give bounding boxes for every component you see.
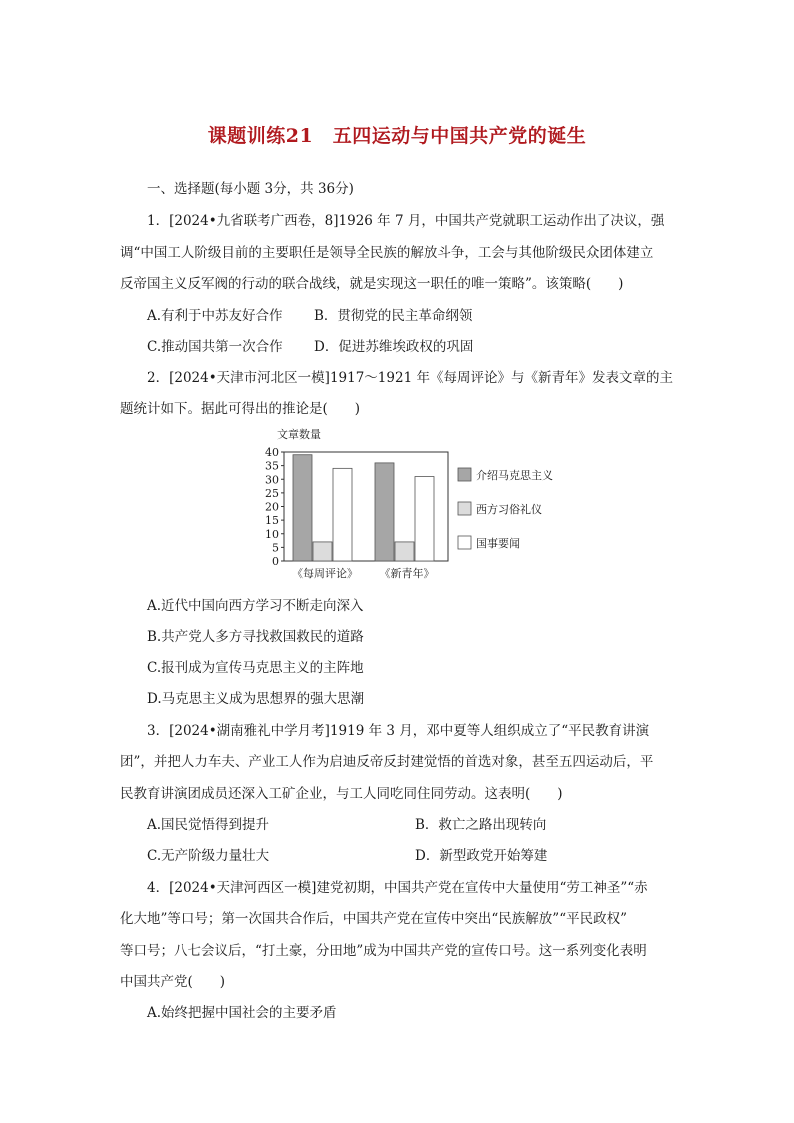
bar xyxy=(395,542,414,561)
bar xyxy=(375,463,394,561)
q1-option-a: A.有利于中苏友好合作 xyxy=(147,308,283,324)
q1-line-1: 1．[2024•九省联考广西卷，8]1926 年 7 月，中国共产党就职工运动作出了决议，强 xyxy=(147,213,665,229)
x-tick-label: 《每周评论》 xyxy=(292,567,358,580)
q4-line-4: 中国共产党( ) xyxy=(120,974,226,990)
q4-option-a: A.始终把握中国社会的主要矛盾 xyxy=(147,1005,337,1021)
q2-option-c: C.报刊成为宣传马克思主义的主阵地 xyxy=(147,660,364,676)
q1-option-c: C.推动国共第一次合作 xyxy=(147,339,283,355)
bar xyxy=(313,542,332,561)
bar-chart xyxy=(258,424,568,586)
legend-swatch xyxy=(458,536,471,549)
legend-swatch xyxy=(458,502,471,515)
q2-line-2: 题统计如下。据此可得出的推论是( ) xyxy=(120,401,361,417)
y-tick-label: 15 xyxy=(265,514,279,528)
q3-line-2: 团”，并把人力车夫、产业工人作为启迪反帝反封建觉悟的首选对象，甚至五四运动后，平 xyxy=(120,754,654,770)
q1-line-3: 反帝国主义反军阀的行动的联合战线，就是实现这一职任的唯一策略”。该策略( ) xyxy=(120,276,624,292)
q4-line-2: 化大地”等口号；第一次国共合作后，中国共产党在宣传中突出“民族解放”“平民政权” xyxy=(120,911,628,927)
legend-swatch xyxy=(458,468,471,481)
q1-option-d: D．促进苏维埃政权的巩固 xyxy=(314,339,474,355)
q2-line-1: 2．[2024•天津市河北区一模]1917～1921 年《每周评论》与《新青年》发表文章的主 xyxy=(147,370,673,386)
y-tick-label: 40 xyxy=(265,446,279,459)
page-title: 课题训练21 五四运动与中国共产党的诞生 xyxy=(207,125,587,147)
section-heading: 一、选择题(每小题 3分，共 36分) xyxy=(147,181,354,197)
bar xyxy=(415,477,434,561)
q4-line-3: 等口号；八七会议后，“打土豪，分田地”成为中国共产党的宣传口号。这一系列变化表明 xyxy=(120,943,647,959)
y-tick-label: 20 xyxy=(265,500,279,514)
chart-legend xyxy=(458,468,553,550)
q2-option-a: A.近代中国向西方学习不断走向深入 xyxy=(147,598,364,614)
q3-option-c: C.无产阶级力量壮大 xyxy=(147,848,270,864)
q3-option-b: B．救亡之路出现转向 xyxy=(415,817,547,833)
q3-option-a: A.国民觉悟得到提升 xyxy=(147,817,270,833)
q1-option-b: B．贯彻党的民主革命纲领 xyxy=(314,308,473,324)
q3-line-3: 民教育讲演团成员还深入工矿企业，与工人同吃同住同劳动。这表明( ) xyxy=(120,786,563,802)
chart-ylabel: 文章数量 xyxy=(277,428,321,441)
bar xyxy=(293,455,312,561)
q1-line-2: 调“中国工人阶级目前的主要职任是领导全民族的解放斗争，工会与其他阶级民众团体建立 xyxy=(120,245,654,261)
y-tick-label: 10 xyxy=(265,527,279,541)
legend-label: 西方习俗礼仪 xyxy=(476,503,542,516)
q2-option-d: D.马克思主义成为思想界的强大思潮 xyxy=(147,691,365,707)
q3-line-1: 3．[2024•湖南雅礼中学月考]1919 年 3 月，邓中夏等人组织成立了“平民教育讲演 xyxy=(147,723,650,739)
y-tick-label: 5 xyxy=(272,541,279,555)
legend-label: 介绍马克思主义 xyxy=(476,469,553,482)
q3-option-d: D．新型政党开始筹建 xyxy=(415,848,548,864)
y-tick-label: 25 xyxy=(265,486,279,500)
bar xyxy=(333,468,352,561)
chart-plot-area xyxy=(265,446,448,580)
y-tick-label: 30 xyxy=(265,473,279,487)
x-tick-label: 《新青年》 xyxy=(379,567,435,580)
y-tick-label: 35 xyxy=(265,459,279,473)
q2-option-b: B.共产党人多方寻找救国救民的道路 xyxy=(147,629,364,645)
q4-line-1: 4．[2024•天津河西区一模]建党初期，中国共产党在宣传中大量使用“劳工神圣”“赤 xyxy=(147,880,648,896)
legend-label: 国事要闻 xyxy=(476,537,520,550)
y-tick-label: 0 xyxy=(272,555,279,568)
